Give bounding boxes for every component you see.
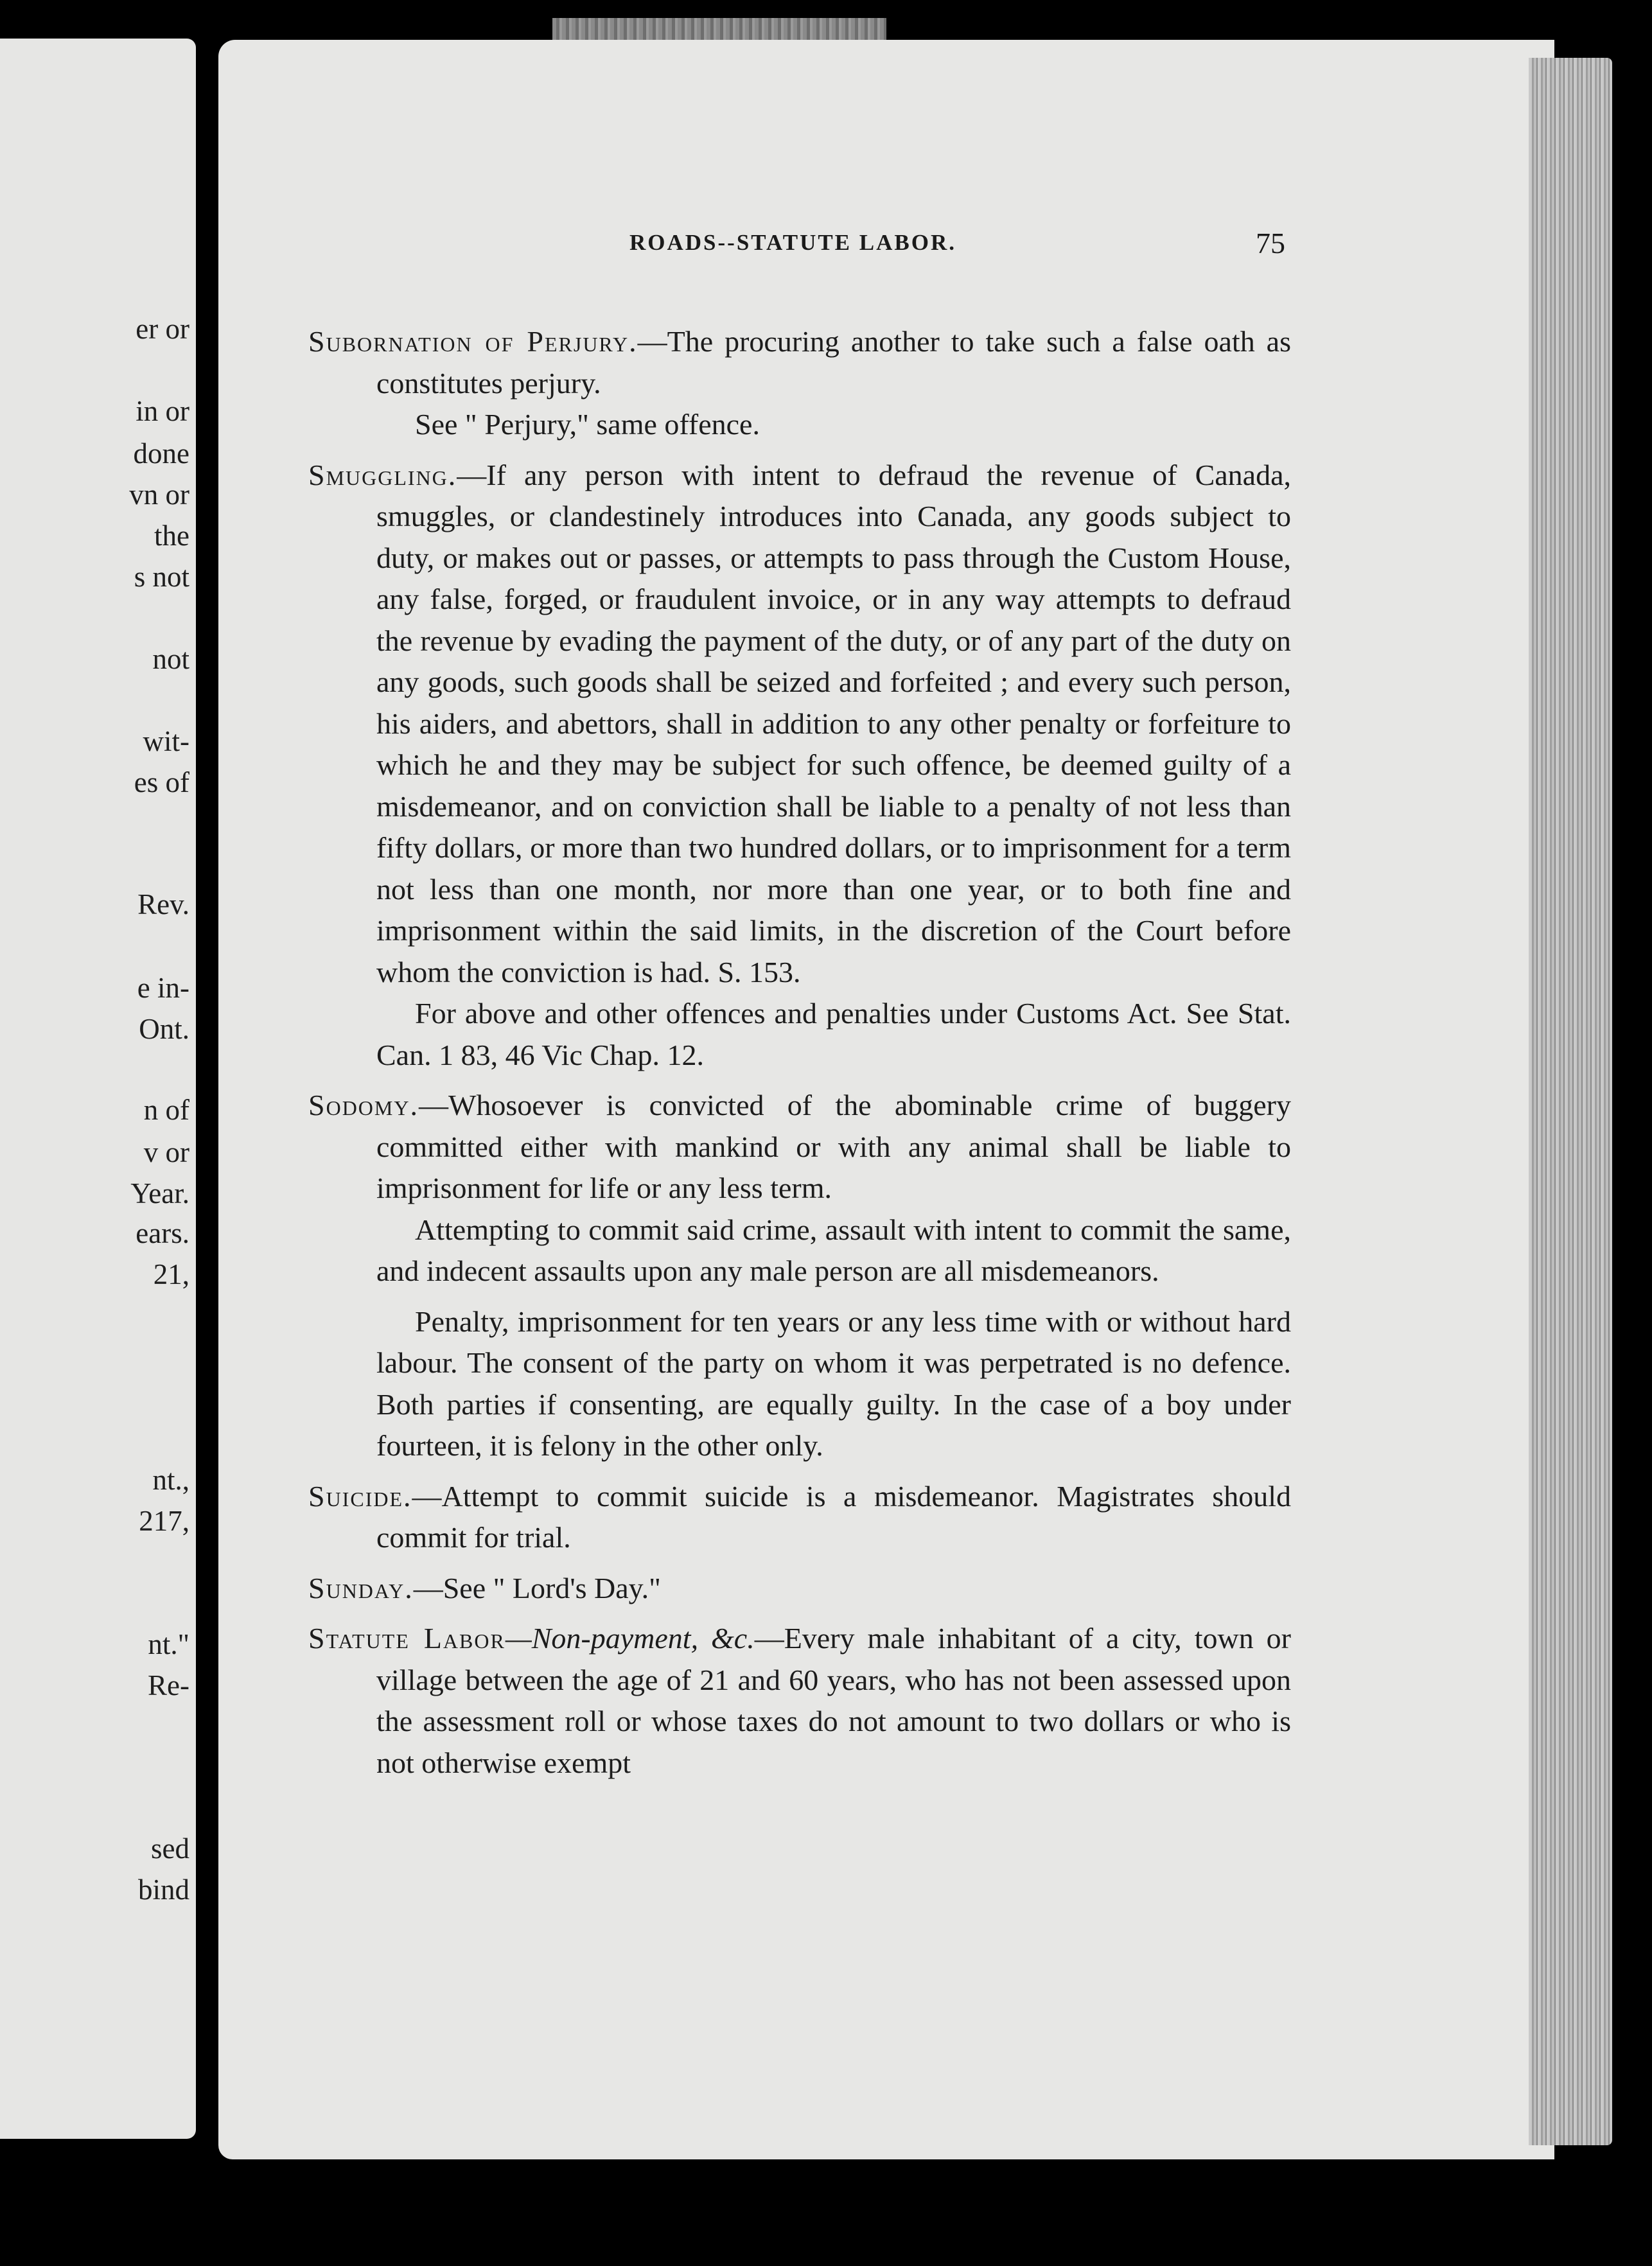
left-page-fragment: vn or (129, 479, 189, 511)
entry-text: —If any person with intent to defraud the revenue of Canada, smuggles, or clandestinely introduces into Canada, any goods subject to duty, or makes out or passes, or attempts to pass through the Custom House, any false, forged, or fraudulent invoice, or in any way attempts to defraud the revenue by evading the payment of the duty, or of any part of the duty on any goods, such goods shall be seized and forfeited ; and every such person, his aiders, and abettors, shall in addition to any other penalty or forfeiture to which he and they may be subject for such offence, be deemed guilty of a misdemeanor, and on conviction shall be liable to a penalty of not less than fifty dollars, or more than two hundred dollars, or to imprisonment for a term not less than one month, nor more than one year, or to both fine and imprisonment within the said limits, in the discretion of the Court before whom the conviction is had. S. 153. (376, 458, 1291, 988)
entry-text: —The procuring another to take such a false oath as constitutes perjury. (376, 325, 1291, 400)
left-page-edge (0, 39, 196, 2139)
entry-paragraph: See " Perjury," same offence. (415, 408, 760, 441)
left-page-fragment: Rev. (137, 888, 189, 920)
entry-heading: Sunday. (308, 1571, 414, 1604)
left-page-fragment: in or (136, 395, 189, 427)
left-page-fragment: wit- (143, 725, 189, 757)
entry-heading: Subornation of Perjury. (308, 325, 638, 358)
left-page-fragment: 217, (139, 1505, 189, 1537)
entry-heading: Suicide. (308, 1479, 412, 1513)
left-page-fragment: 21, (153, 1258, 189, 1290)
entry-text: —Whosoever is convicted of the abominable crime of buggery committed either with mankind or with any animal shall be liable to imprisonment for life or any less term. (376, 1089, 1291, 1204)
entry-text: —See " Lord's Day." (413, 1571, 661, 1604)
left-page-fragment: Year. (130, 1177, 189, 1209)
left-page-fragment: e in- (137, 972, 189, 1004)
left-page-fragment: nt., (152, 1464, 189, 1496)
left-page-fragment: es of (134, 766, 189, 798)
entry-heading: Statute Labor (308, 1622, 505, 1655)
left-page-fragment: nt." (148, 1628, 189, 1660)
left-page-fragment: Ont. (139, 1013, 189, 1045)
page-block-edge (1529, 58, 1612, 2145)
left-page-fragment: sed (151, 1832, 189, 1865)
entry-paragraph: Attempting to commit said crime, assault with intent to commit the same, and indecent assaults upon any male person are all misdemeanors. (376, 1213, 1291, 1287)
entry-heading: Smuggling. (308, 458, 457, 491)
entry-sodomy (308, 1085, 1291, 1209)
left-page-fragment: the (154, 520, 189, 552)
entry-heading: Sodomy. (308, 1089, 419, 1121)
running-head: ROADS--STATUTE LABOR. (629, 230, 956, 255)
entry-text: —Attempt to commit suicide is a misdemeanor. Magistrates should commit for trial. (376, 1479, 1291, 1554)
left-page-fragment: done (133, 437, 189, 470)
entry-text: —Every male inhabitant of a city, town or village between the age of 21 and 60 years, who has not been assessed upon the assessment roll or whose taxes do not amount to two dollars or who is not otherwise exempt (376, 1622, 1291, 1779)
left-page-fragment: s not (134, 561, 189, 593)
page-body (308, 321, 1291, 1793)
page-number: 75 (1256, 227, 1285, 259)
entry-paragraph: Penalty, imprisonment for ten years or any less time with or without hard labour. The consent of the party on whom it was perpetrated is no defence. Both parties if consenting, are equally guilty. In the case of a boy under fourteen, it is felony in the other only. (376, 1304, 1291, 1462)
entry-statute-labor (308, 1618, 1291, 1784)
entry-subornation-of-perjury (308, 321, 1291, 404)
left-page-fragment: v or (143, 1136, 189, 1168)
left-page-fragment: bind (137, 1874, 189, 1906)
entry-sunday (308, 1568, 1291, 1610)
left-page-fragment: ears. (136, 1217, 189, 1249)
entry-smuggling (308, 455, 1291, 994)
left-page-fragment: Re- (148, 1669, 189, 1701)
left-page-fragment: er or (136, 313, 189, 345)
left-page-fragment: n of (143, 1094, 189, 1126)
entry-subheading: —Non-payment, &c. (505, 1622, 755, 1655)
entry-paragraph: For above and other offences and penalties under Customs Act. See Stat. Can. 1 83, 46 Vic Chap. 12. (376, 997, 1291, 1071)
left-page-fragment: not (152, 643, 189, 675)
entry-suicide (308, 1476, 1291, 1559)
